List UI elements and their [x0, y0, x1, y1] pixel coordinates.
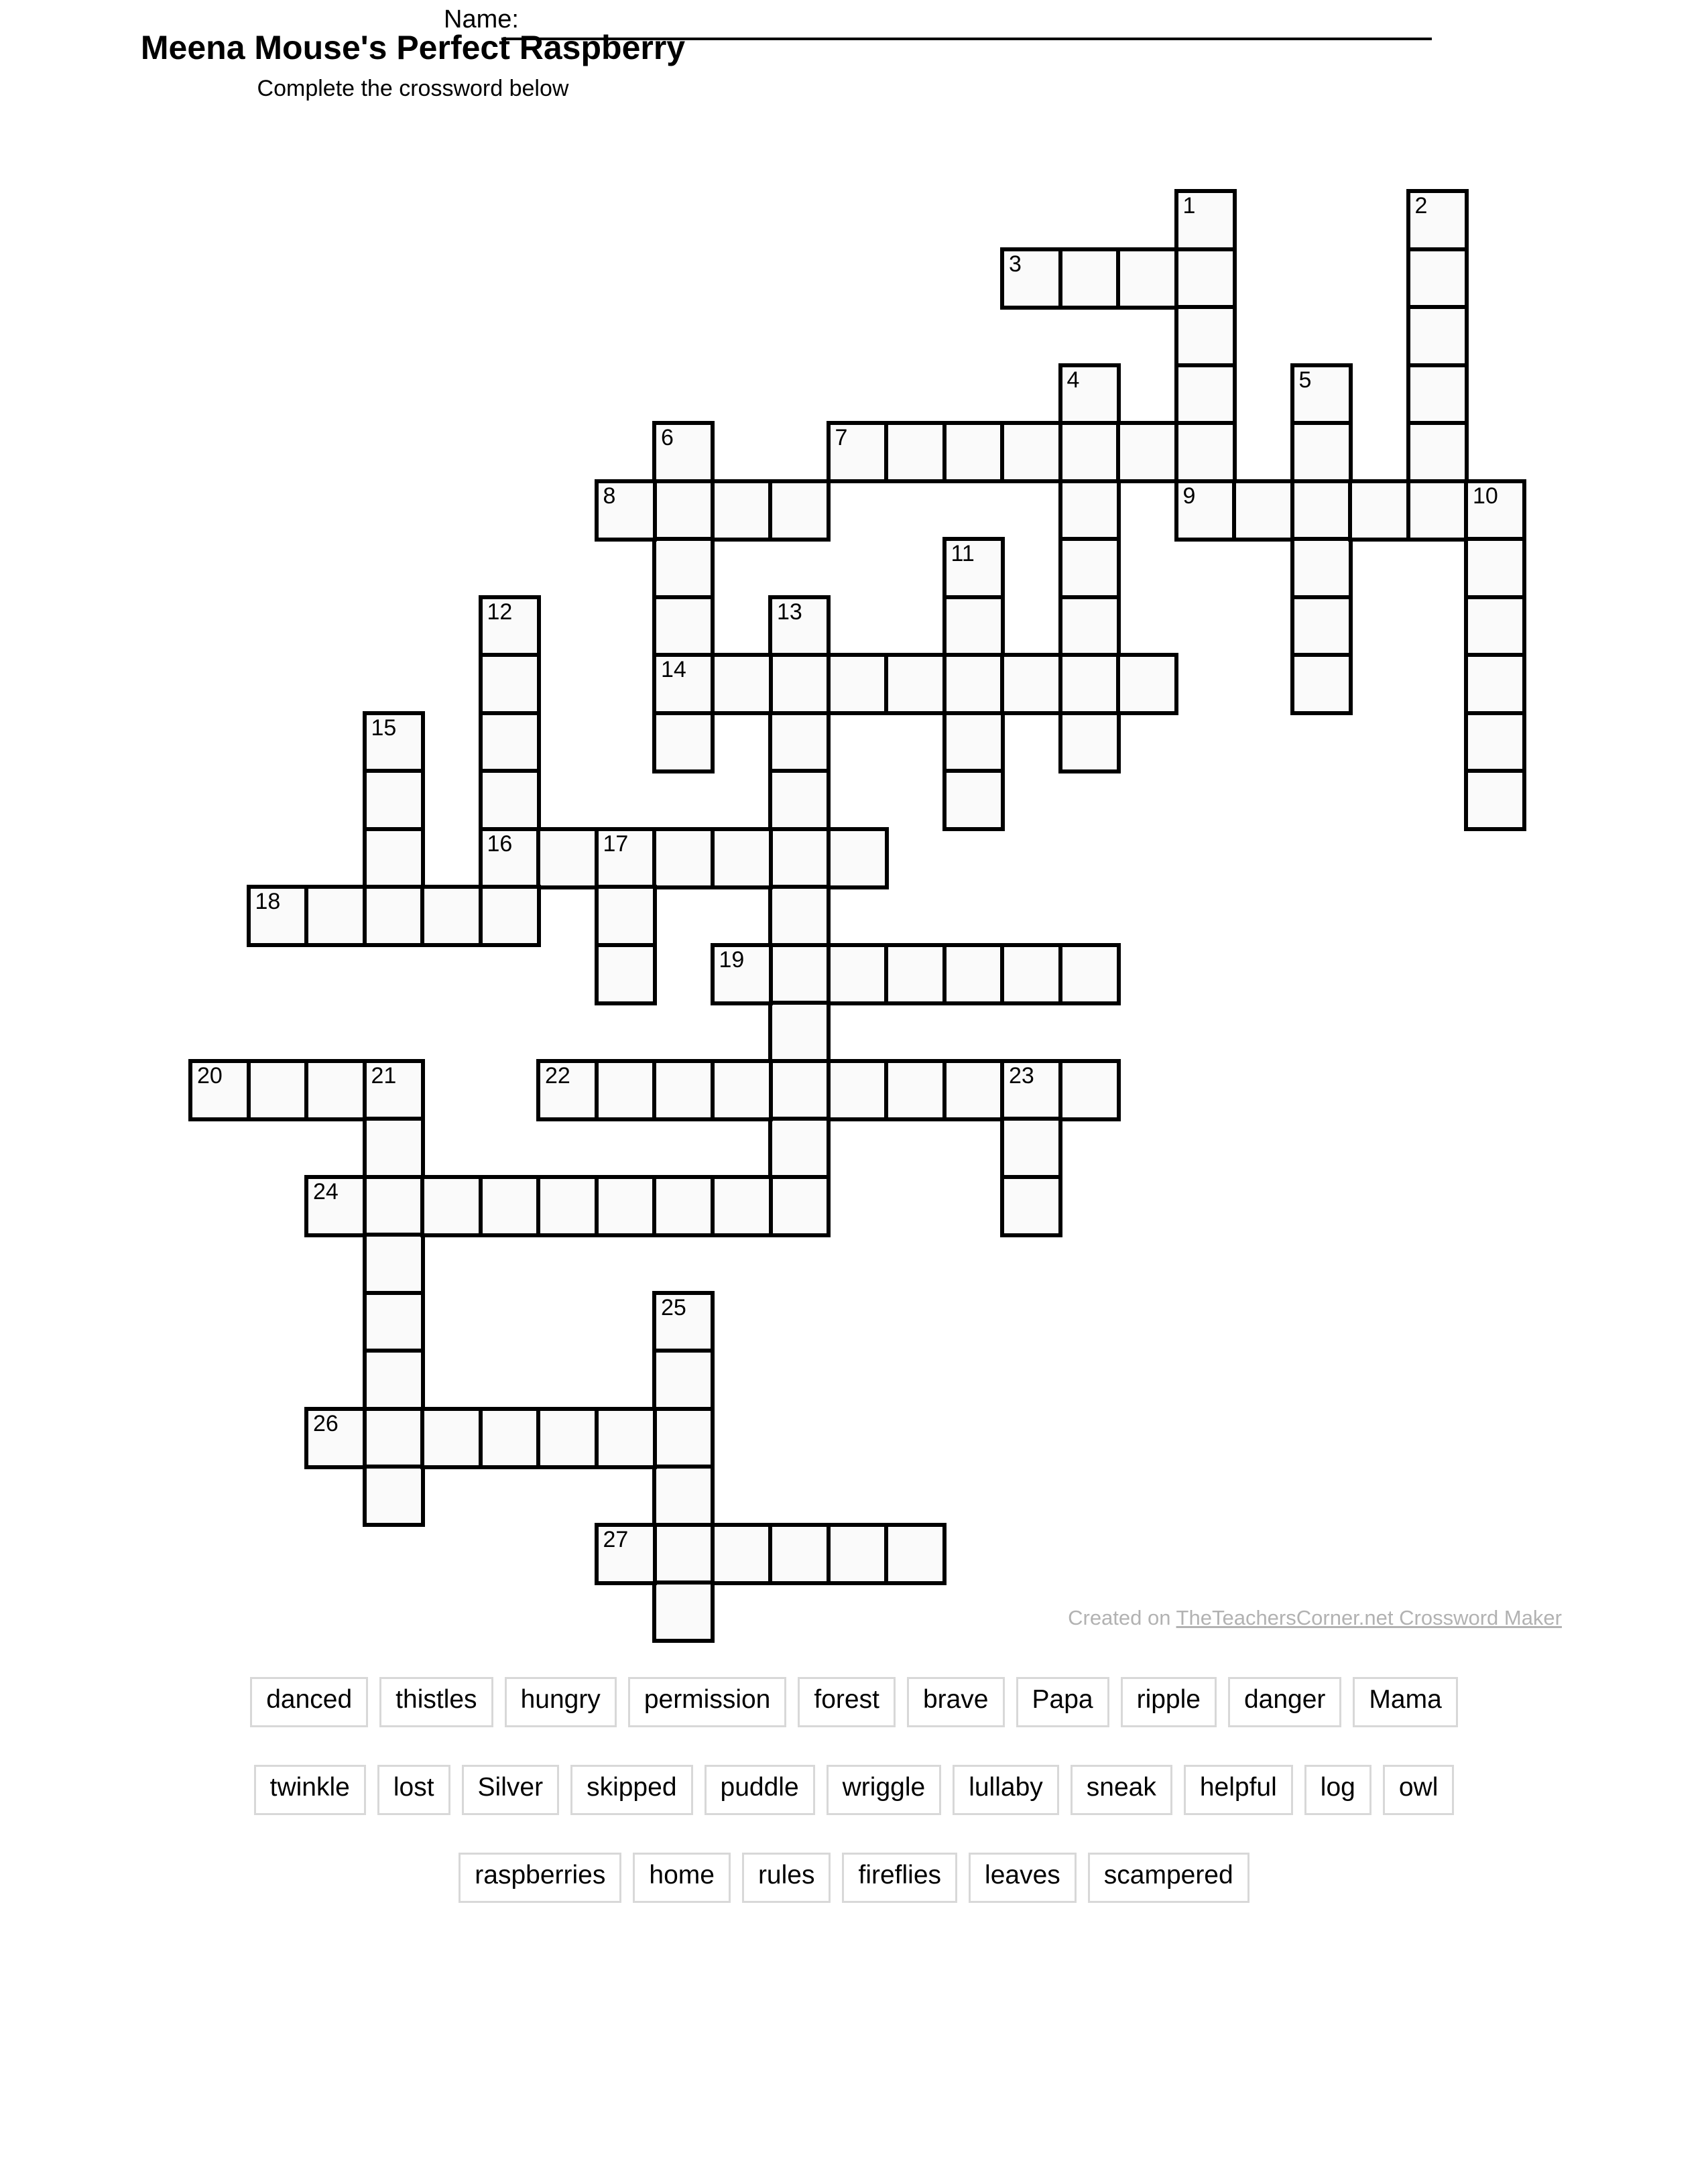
grid-cell[interactable] — [363, 1175, 425, 1237]
clue-number: 27 — [603, 1526, 629, 1552]
clue-number: 9 — [1182, 483, 1196, 509]
grid-cell[interactable] — [1058, 943, 1121, 1005]
grid-cell[interactable] — [304, 1059, 367, 1121]
grid-cell[interactable] — [304, 1175, 367, 1237]
grid-cell[interactable] — [1058, 537, 1121, 599]
word-bank-item: puddle — [705, 1765, 815, 1815]
grid-cell[interactable] — [247, 1059, 309, 1121]
grid-cell[interactable] — [363, 827, 425, 889]
grid-cell[interactable] — [363, 769, 425, 831]
clue-number: 16 — [487, 830, 513, 857]
grid-cell[interactable] — [595, 885, 657, 947]
clue-number: 21 — [371, 1062, 397, 1089]
clue-number: 20 — [197, 1062, 223, 1089]
clue-number: 13 — [777, 599, 802, 625]
clue-number: 23 — [1009, 1062, 1034, 1089]
grid-cell[interactable] — [1232, 479, 1294, 542]
name-label: Name: — [444, 5, 519, 34]
grid-cell[interactable] — [768, 885, 831, 947]
word-bank-item: raspberries — [459, 1853, 621, 1903]
grid-cell[interactable] — [827, 827, 889, 889]
grid-cell[interactable] — [1174, 247, 1237, 310]
grid-cell[interactable] — [420, 1175, 483, 1237]
grid-cell[interactable] — [1174, 189, 1237, 251]
grid-cell[interactable] — [768, 943, 831, 1005]
grid-cell[interactable] — [595, 1523, 657, 1585]
grid-cell[interactable] — [363, 1407, 425, 1469]
grid-cell[interactable] — [1000, 1117, 1062, 1179]
grid-cell[interactable] — [1174, 421, 1237, 483]
grid-cell[interactable] — [1174, 479, 1237, 542]
grid-cell[interactable] — [1000, 653, 1062, 715]
grid-cell[interactable] — [247, 885, 309, 947]
clue-number: 4 — [1066, 367, 1080, 393]
grid-cell[interactable] — [1000, 1059, 1062, 1121]
clue-number: 12 — [487, 599, 513, 625]
grid-cell[interactable] — [363, 711, 425, 773]
word-bank-item: Papa — [1016, 1677, 1109, 1727]
clue-number: 7 — [835, 425, 848, 450]
grid-cell[interactable] — [768, 827, 831, 889]
grid-cell[interactable] — [884, 1523, 947, 1585]
grid-cell[interactable] — [652, 1349, 715, 1411]
grid-cell[interactable] — [1174, 305, 1237, 367]
grid-cell[interactable] — [1464, 537, 1526, 599]
clue-number: 3 — [1009, 251, 1022, 277]
grid-cell[interactable] — [768, 1523, 831, 1585]
grid-cell[interactable] — [1290, 363, 1353, 426]
clue-number: 22 — [545, 1062, 570, 1089]
credit-prefix: Created on — [1068, 1606, 1176, 1629]
word-bank-item: rules — [742, 1853, 831, 1903]
grid-cell[interactable] — [711, 827, 773, 889]
grid-cell[interactable] — [711, 943, 773, 1005]
grid-cell[interactable] — [479, 885, 541, 947]
grid-cell[interactable] — [827, 421, 889, 483]
grid-cell[interactable] — [942, 1059, 1005, 1121]
clue-number: 8 — [603, 483, 616, 509]
grid-cell[interactable] — [652, 711, 715, 773]
word-bank-row — [0, 1853, 1708, 1903]
grid-cell[interactable] — [711, 1175, 773, 1237]
grid-cell[interactable] — [420, 1407, 483, 1469]
grid-cell[interactable] — [942, 421, 1005, 483]
grid-cell[interactable] — [1058, 595, 1121, 658]
grid-cell[interactable] — [1290, 479, 1353, 542]
grid-cell[interactable] — [1058, 479, 1121, 542]
word-bank-item: Silver — [462, 1765, 560, 1815]
grid-cell[interactable] — [363, 885, 425, 947]
grid-cell[interactable] — [1174, 363, 1237, 426]
clue-number: 25 — [661, 1294, 686, 1320]
word-bank-item: twinkle — [254, 1765, 366, 1815]
word-bank-row — [0, 1765, 1708, 1815]
word-bank-item: ripple — [1121, 1677, 1217, 1727]
grid-cell[interactable] — [711, 1523, 773, 1585]
word-bank-item: fireflies — [842, 1853, 957, 1903]
word-bank-item: wriggle — [827, 1765, 942, 1815]
word-bank-item: sneak — [1071, 1765, 1172, 1815]
word-bank-item: home — [633, 1853, 731, 1903]
clue-number: 5 — [1298, 367, 1312, 393]
grid-cell[interactable] — [1000, 1175, 1062, 1237]
grid-cell[interactable] — [768, 769, 831, 831]
grid-cell[interactable] — [1348, 479, 1410, 542]
grid-cell[interactable] — [652, 537, 715, 599]
word-bank-item: lullaby — [953, 1765, 1059, 1815]
grid-cell[interactable] — [536, 827, 599, 889]
grid-cell[interactable] — [942, 943, 1005, 1005]
word-bank — [0, 1677, 1708, 1940]
grid-cell[interactable] — [1464, 769, 1526, 831]
word-bank-item: danced — [250, 1677, 368, 1727]
clue-number: 15 — [371, 715, 397, 741]
grid-cell[interactable] — [942, 537, 1005, 599]
grid-cell[interactable] — [479, 595, 541, 658]
clue-number: 18 — [255, 889, 281, 914]
grid-cell[interactable] — [1406, 247, 1469, 310]
word-bank-item: log — [1304, 1765, 1371, 1815]
grid-cell[interactable] — [1290, 421, 1353, 483]
page-title: Meena Mouse's Perfect Raspberry — [140, 29, 686, 66]
word-bank-item: thistles — [379, 1677, 493, 1727]
grid-cell[interactable] — [827, 943, 889, 1005]
grid-cell[interactable] — [1058, 653, 1121, 715]
word-bank-item: scampered — [1088, 1853, 1249, 1903]
grid-cell[interactable] — [942, 653, 1005, 715]
grid-cell[interactable] — [595, 479, 657, 542]
grid-cell[interactable] — [827, 1523, 889, 1585]
grid-cell[interactable] — [1290, 653, 1353, 715]
credit-line — [1068, 1606, 1562, 1630]
grid-cell[interactable] — [711, 479, 773, 542]
clue-number: 17 — [603, 830, 629, 857]
word-bank-item: brave — [907, 1677, 1005, 1727]
grid-cell[interactable] — [1290, 537, 1353, 599]
grid-cell[interactable] — [1464, 653, 1526, 715]
grid-cell[interactable] — [884, 653, 947, 715]
grid-cell[interactable] — [768, 1117, 831, 1179]
grid-cell[interactable] — [1000, 247, 1062, 310]
word-bank-item: skipped — [570, 1765, 692, 1815]
grid-cell[interactable] — [363, 1233, 425, 1295]
grid-cell[interactable] — [652, 1407, 715, 1469]
title-block — [0, 29, 826, 102]
grid-cell[interactable] — [942, 769, 1005, 831]
grid-cell[interactable] — [363, 1117, 425, 1179]
grid-cell[interactable] — [1000, 421, 1062, 483]
grid-cell[interactable] — [827, 1059, 889, 1121]
grid-cell[interactable] — [652, 1291, 715, 1353]
grid-cell[interactable] — [884, 1059, 947, 1121]
grid-cell[interactable] — [1058, 421, 1121, 483]
grid-cell[interactable] — [595, 943, 657, 1005]
clue-number: 10 — [1473, 483, 1498, 509]
clue-number: 24 — [313, 1178, 339, 1204]
grid-cell[interactable] — [363, 1291, 425, 1353]
grid-cell[interactable] — [711, 653, 773, 715]
grid-cell[interactable] — [652, 653, 715, 715]
grid-cell[interactable] — [1406, 363, 1469, 426]
grid-cell[interactable] — [595, 1175, 657, 1237]
grid-cell[interactable] — [536, 1175, 599, 1237]
grid-cell[interactable] — [652, 1580, 715, 1643]
grid-cell[interactable] — [652, 421, 715, 483]
grid-cell[interactable] — [827, 653, 889, 715]
grid-cell[interactable] — [1058, 247, 1121, 310]
grid-cell[interactable] — [768, 1059, 831, 1121]
clue-number: 26 — [313, 1410, 339, 1436]
grid-cell[interactable] — [652, 827, 715, 889]
word-bank-item: Mama — [1353, 1677, 1457, 1727]
grid-cell[interactable] — [768, 1001, 831, 1063]
grid-cell[interactable] — [595, 827, 657, 889]
grid-cell[interactable] — [304, 885, 367, 947]
clue-number: 2 — [1414, 193, 1428, 219]
grid-cell[interactable] — [536, 1059, 599, 1121]
word-bank-item: owl — [1383, 1765, 1455, 1815]
grid-cell[interactable] — [420, 885, 483, 947]
grid-cell[interactable] — [1058, 363, 1121, 426]
grid-cell[interactable] — [188, 1059, 251, 1121]
word-bank-item: hungry — [505, 1677, 617, 1727]
grid-cell[interactable] — [711, 1059, 773, 1121]
clue-number: 1 — [1182, 193, 1196, 219]
grid-cell[interactable] — [479, 711, 541, 773]
word-bank-item: permission — [628, 1677, 787, 1727]
grid-cell[interactable] — [884, 943, 947, 1005]
word-bank-item: forest — [798, 1677, 896, 1727]
grid-cell[interactable] — [479, 1175, 541, 1237]
grid-cell[interactable] — [479, 769, 541, 831]
grid-cell[interactable] — [652, 1465, 715, 1527]
grid-cell[interactable] — [479, 827, 541, 889]
grid-cell[interactable] — [304, 1407, 367, 1469]
grid-cell[interactable] — [652, 1059, 715, 1121]
grid-cell[interactable] — [768, 653, 831, 715]
grid-cell[interactable] — [1406, 421, 1469, 483]
grid-cell[interactable] — [768, 595, 831, 658]
grid-cell[interactable] — [1058, 711, 1121, 773]
grid-cell[interactable] — [595, 1407, 657, 1469]
grid-cell[interactable] — [768, 479, 831, 542]
grid-cell[interactable] — [1058, 1059, 1121, 1121]
grid-cell[interactable] — [942, 711, 1005, 773]
clue-number: 19 — [719, 946, 745, 973]
grid-cell[interactable] — [1406, 479, 1469, 542]
grid-cell[interactable] — [652, 595, 715, 658]
word-bank-item: leaves — [969, 1853, 1077, 1903]
grid-cell[interactable] — [768, 711, 831, 773]
grid-cell[interactable] — [652, 1175, 715, 1237]
grid-cell[interactable] — [1464, 479, 1526, 542]
clue-number: 6 — [661, 425, 674, 450]
grid-cell[interactable] — [479, 1407, 541, 1469]
page-subtitle: Complete the crossword below — [257, 76, 569, 101]
grid-cell[interactable] — [595, 1059, 657, 1121]
grid-cell[interactable] — [1290, 595, 1353, 658]
grid-cell[interactable] — [1406, 189, 1469, 251]
grid-cell[interactable] — [1116, 247, 1178, 310]
grid-cell[interactable] — [1464, 711, 1526, 773]
word-bank-item: lost — [377, 1765, 450, 1815]
grid-cell[interactable] — [1116, 421, 1178, 483]
word-bank-item: danger — [1228, 1677, 1341, 1727]
grid-cell[interactable] — [1000, 943, 1062, 1005]
word-bank-item: helpful — [1184, 1765, 1293, 1815]
grid-cell[interactable] — [1464, 595, 1526, 658]
grid-cell[interactable] — [363, 1465, 425, 1527]
grid-cell[interactable] — [1116, 653, 1178, 715]
clue-number: 11 — [951, 541, 975, 566]
credit-link[interactable]: TheTeachersCorner.net Crossword Maker — [1176, 1606, 1562, 1629]
grid-cell[interactable] — [1406, 305, 1469, 367]
clue-number: 14 — [661, 657, 686, 682]
grid-cell[interactable] — [536, 1407, 599, 1469]
grid-cell[interactable] — [884, 421, 947, 483]
grid-cell[interactable] — [652, 1523, 715, 1585]
word-bank-row — [0, 1677, 1708, 1727]
grid-cell[interactable] — [363, 1059, 425, 1121]
grid-cell[interactable] — [768, 1175, 831, 1237]
grid-cell[interactable] — [479, 653, 541, 715]
grid-cell[interactable] — [363, 1349, 425, 1411]
grid-cell[interactable] — [942, 595, 1005, 658]
grid-cell[interactable] — [652, 479, 715, 542]
